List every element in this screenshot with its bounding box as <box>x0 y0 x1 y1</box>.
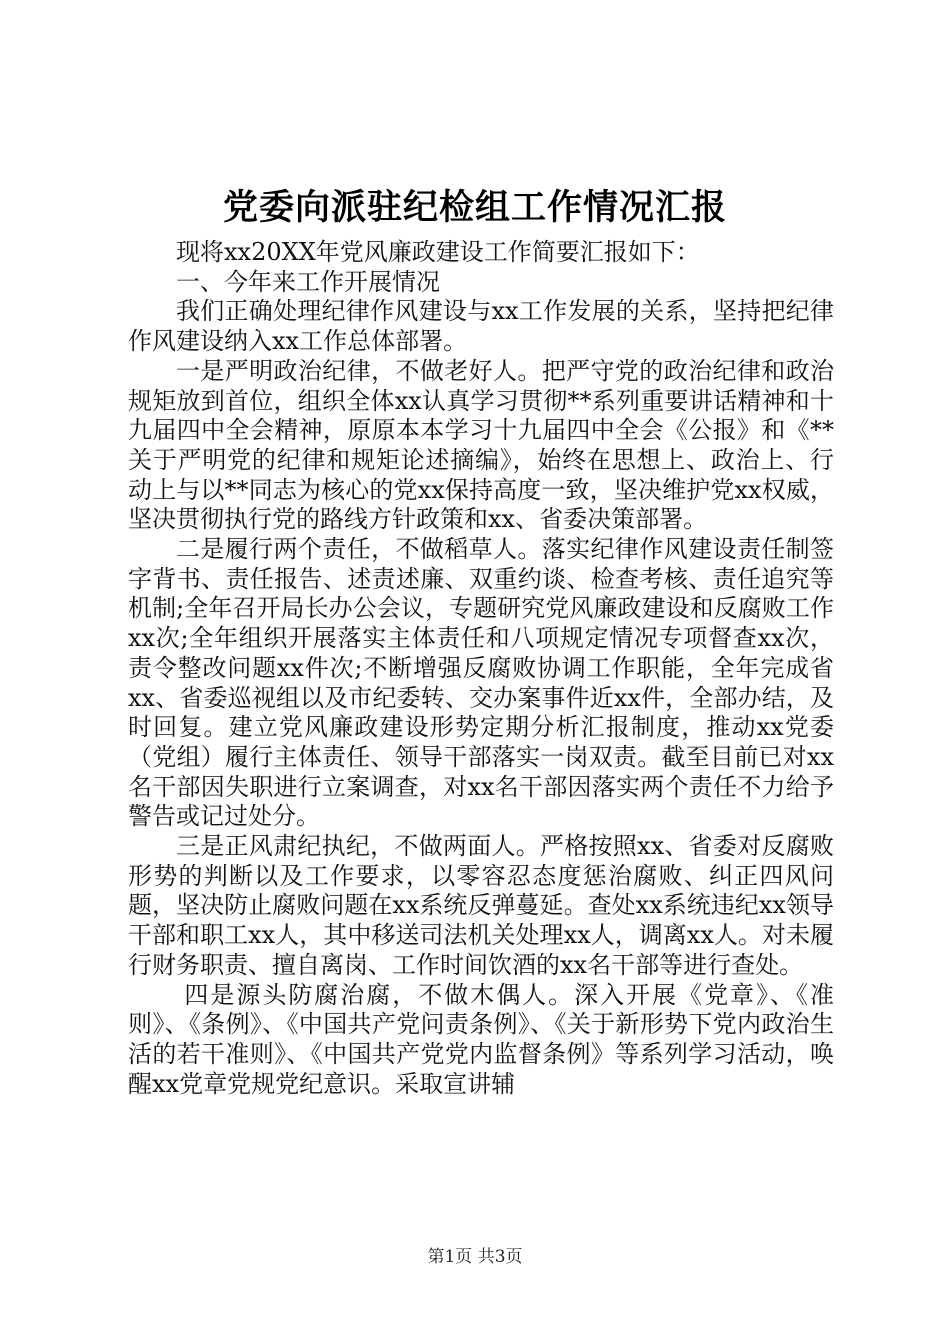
paragraph-point-4: 四是源头防腐治腐，不做木偶人。深入开展《党章》、《准则》、《条例》、《中国共产党问责条例》、《关于新形势下党内政治生活的若干准则》、《中国共产党党内监督条例》等系列学习活动，唤醒xx党章党规党纪意识。采取宣讲辅 <box>128 980 834 1098</box>
section-heading: 一、今年来工作开展情况 <box>176 267 440 296</box>
paragraph-point-2: 二是履行两个责任，不做稻草人。落实纪律作风建设责任制签字背书、责任报告、述责述廉、双重约谈、检查考核、责任追究等机制;全年召开局长办公会议，专题研究党风廉政建设和反腐败工作xx次;全年组织开展落实主体责任和八项规定情况专项督查xx次，责令整改问题xx件次;不断增强反腐败协调工作职能，全年完成省xx、省委巡视组以及市纪委转、交办案事件近xx件，全部办结，及时回复。建立党风廉政建设形势定期分析汇报制度，推动xx党委（党组）履行主体责任、领导干部落实一岗双责。截至目前已对xx名干部因失职进行立案调查，对xx名干部因落实两个责任不力给予警告或记过处分。 <box>128 535 834 831</box>
page-footer: 第1页 共3页 <box>427 1247 523 1267</box>
paragraph-point-1: 一是严明政治纪律，不做老好人。把严守党的政治纪律和政治规矩放到首位，组织全体xx认真学习贯彻**系列重要讲话精神和十九届四中全会精神，原原本本学习十九届四中全会《公报》和《**关于严明党的纪律和规矩论述摘编》，始终在思想上、政治上、行动上与以**同志为核心的党xx保持高度一致，坚决维护党xx权威，坚决贯彻执行党的路线方针政策和xx、省委决策部署。 <box>128 356 834 534</box>
document-body <box>128 238 834 1099</box>
document-title: 党委向派驻纪检组工作情况汇报 <box>222 187 727 228</box>
paragraph-overview: 我们正确处理纪律作风建设与xx工作发展的关系，坚持把纪律作风建设纳入xx工作总体部署。 <box>128 297 834 356</box>
paragraph-point-3: 三是正风肃纪执纪，不做两面人。严格按照xx、省委对反腐败形势的判断以及工作要求，以零容忍态度惩治腐败、纠正四风问题，坚决防止腐败问题在xx系统反弹蔓延。查处xx系统违纪xx领导干部和职工xx人，其中移送司法机关处理xx人，调离xx人。对未履行财务职责、擅自离岗、工作时间饮酒的xx名干部等进行查处。 <box>128 832 834 979</box>
paragraph-intro: 现将xx20XX年党风廉政建设工作简要汇报如下： <box>176 238 700 266</box>
